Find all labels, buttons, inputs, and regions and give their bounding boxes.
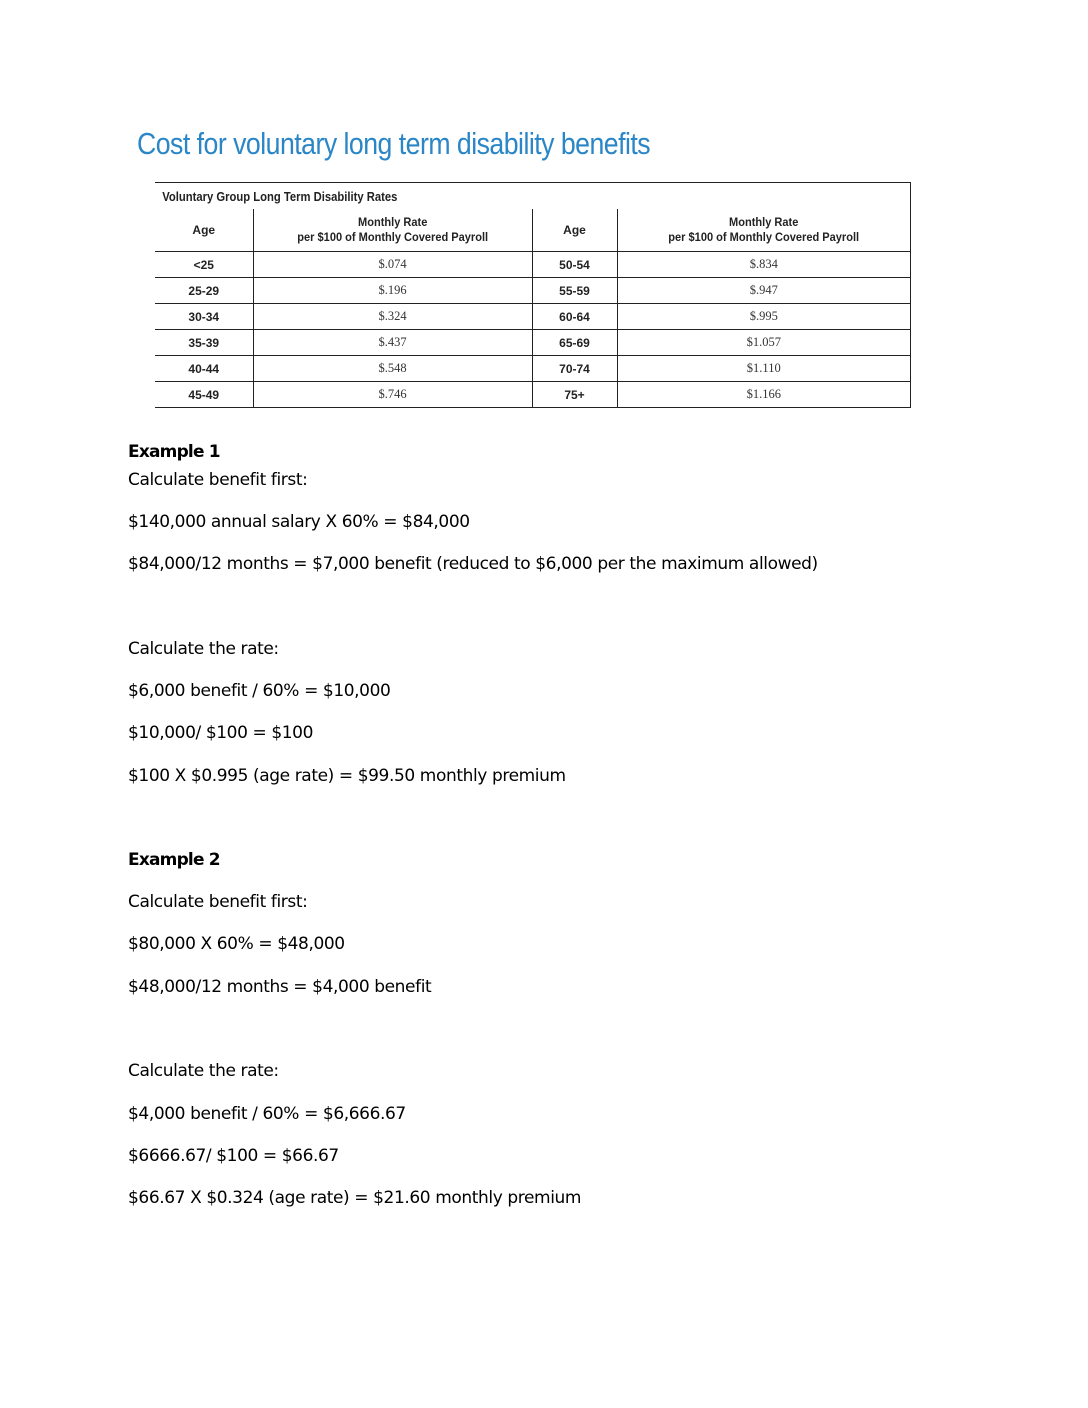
table-header-row — [155, 209, 910, 252]
age-cell: 40-44 — [155, 356, 253, 382]
header-age-right: Age — [532, 209, 617, 252]
header-age-left: Age — [155, 209, 253, 252]
rate-cell: $.995 — [617, 304, 910, 330]
example-1-heading: Example 1 — [128, 442, 220, 462]
example-1-rate-label: Calculate the rate: — [128, 639, 279, 659]
age-cell: <25 — [155, 252, 253, 278]
age-cell: 30-34 — [155, 304, 253, 330]
example-2-rate-line: $66.67 X $0.324 (age rate) = $21.60 monthly premium — [128, 1188, 582, 1208]
example-2-rate-line: $6666.67/ $100 = $66.67 — [128, 1146, 339, 1166]
example-2-rate-label: Calculate the rate: — [128, 1061, 279, 1081]
age-cell: 50-54 — [532, 252, 617, 278]
rate-cell: $1.110 — [617, 356, 910, 382]
example-1-benefit-line: $140,000 annual salary X 60% = $84,000 — [128, 512, 470, 532]
page-title: Cost for voluntary long term disability benefits — [137, 126, 651, 161]
rate-cell: $1.166 — [617, 382, 910, 408]
example-2-heading: Example 2 — [128, 850, 220, 870]
example-1-rate-line: $100 X $0.995 (age rate) = $99.50 monthly premium — [128, 766, 566, 786]
rate-cell: $.834 — [617, 252, 910, 278]
rate-table — [155, 182, 911, 408]
table-caption: Voluntary Group Long Term Disability Rates — [162, 190, 398, 204]
rate-cell: $.196 — [253, 278, 532, 304]
age-cell: 55-59 — [532, 278, 617, 304]
age-cell: 25-29 — [155, 278, 253, 304]
age-cell: 60-64 — [532, 304, 617, 330]
example-1-rate-line: $10,000/ $100 = $100 — [128, 723, 314, 743]
table-row — [155, 382, 910, 408]
table-row — [155, 356, 910, 382]
rate-cell: $.074 — [253, 252, 532, 278]
table-row — [155, 304, 910, 330]
age-cell: 35-39 — [155, 330, 253, 356]
header-rate-line1: Monthly Rate — [357, 215, 428, 229]
example-1-benefit-line: $84,000/12 months = $7,000 benefit (reduced to $6,000 per the maximum allowed) — [128, 554, 818, 574]
rate-cell: $.437 — [253, 330, 532, 356]
example-1-benefit-label: Calculate benefit first: — [128, 470, 308, 490]
rate-cell: $.324 — [253, 304, 532, 330]
example-2-benefit-label: Calculate benefit first: — [128, 892, 308, 912]
table-row — [155, 330, 910, 356]
header-rate-right — [617, 209, 910, 252]
example-2-benefit-line: $48,000/12 months = $4,000 benefit — [128, 977, 432, 997]
header-rate-line2: per $100 of Monthly Covered Payroll — [668, 230, 860, 244]
header-rate-line1: Monthly Rate — [729, 215, 799, 229]
age-cell: 45-49 — [155, 382, 253, 408]
age-cell: 65-69 — [532, 330, 617, 356]
header-rate-line2: per $100 of Monthly Covered Payroll — [297, 230, 488, 244]
rate-cell: $.947 — [617, 278, 910, 304]
rate-cell: $.746 — [253, 382, 532, 408]
rate-cell: $.548 — [253, 356, 532, 382]
rate-cell: $1.057 — [617, 330, 910, 356]
example-2-rate-line: $4,000 benefit / 60% = $6,666.67 — [128, 1104, 406, 1124]
age-cell: 75+ — [532, 382, 617, 408]
rates-grid — [155, 209, 910, 408]
header-rate-left — [253, 209, 532, 252]
table-row — [155, 252, 910, 278]
example-1-rate-line: $6,000 benefit / 60% = $10,000 — [128, 681, 391, 701]
example-2-benefit-line: $80,000 X 60% = $48,000 — [128, 934, 345, 954]
table-row — [155, 278, 910, 304]
age-cell: 70-74 — [532, 356, 617, 382]
